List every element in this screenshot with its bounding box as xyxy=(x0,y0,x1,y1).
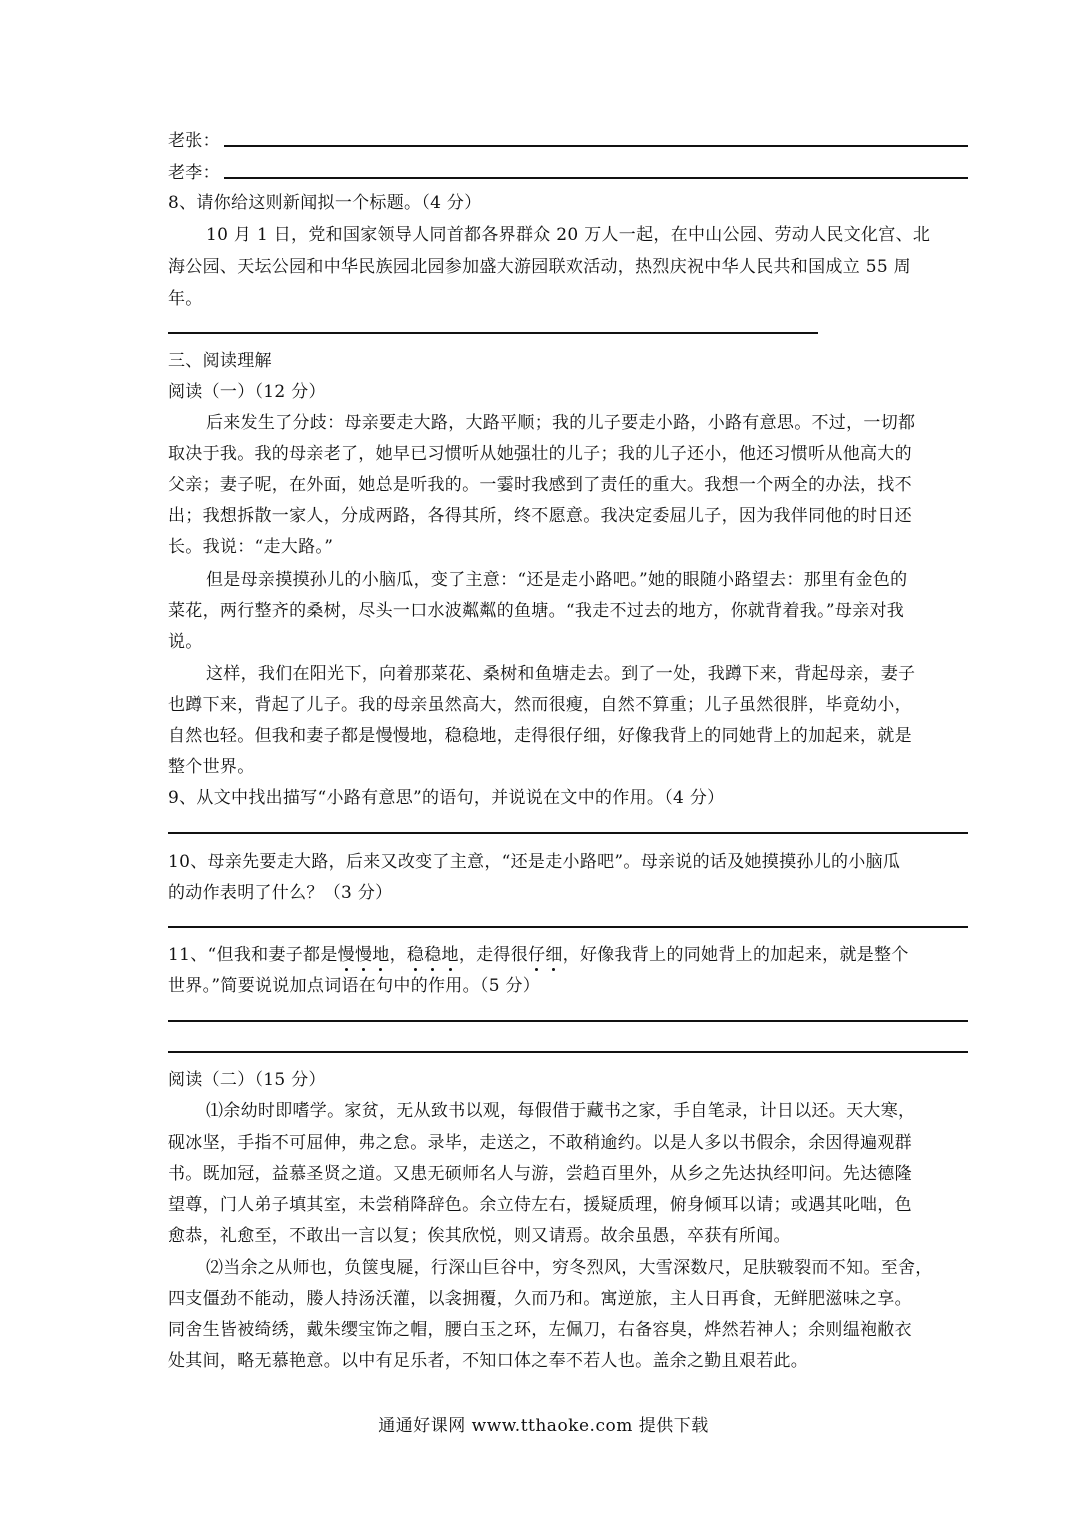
passage1-line: 取决于我。我的母亲老了，她早已习惯听从她强壮的儿子；我的儿子还小，他还习惯听从他高大的 xyxy=(168,444,912,464)
passage1-line: 也蹲下来，背起了儿子。我的母亲虽然高大，然而很瘦，自然不算重；儿子虽然很胖，毕竟幼小， xyxy=(168,695,912,715)
li-answer-line[interactable] xyxy=(224,177,968,179)
q8-news-line: 10 月 1 日，党和国家领导人同首都各界群众 20 万人一起，在中山公园、劳动人民文化宫、北 xyxy=(206,225,931,245)
passage1-line: 出；我想拆散一家人，分成两路，各得其所，终不愿意。我决定委屈儿子，因为我伴同他的时日还 xyxy=(168,506,912,526)
dotted-word: 慢慢地 xyxy=(338,945,390,965)
passage2-line: 愈恭，礼愈至，不敢出一言以复；俟其欣悦，则又请焉。故余虽愚，卒获有所闻。 xyxy=(168,1226,791,1246)
passage1-line: 说。 xyxy=(168,632,203,652)
zhang-answer-line[interactable] xyxy=(224,145,968,147)
passage1-line: 后来发生了分歧：母亲要走大路，大路平顺；我的儿子要走小路，小路有意思。不过，一切都 xyxy=(206,413,916,433)
q10-prompt-line: 10、母亲先要走大路，后来又改变了主意，“还是走小路吧”。母亲说的话及她摸摸孙儿的小脑瓜 xyxy=(168,852,901,872)
passage2-line: ⑴余幼时即嗜学。家贫，无从致书以观，每假借于藏书之家，手自笔录，计日以还。天大寒， xyxy=(206,1101,916,1121)
q11-text: ，好像我背上的同她背上的加起来，就是整个 xyxy=(562,945,909,965)
q8-answer-line[interactable] xyxy=(168,332,818,334)
section-heading: 三、阅读理解 xyxy=(168,351,272,371)
q9-answer-line[interactable] xyxy=(168,832,968,834)
q11-text: 11、“但我和妻子都是 xyxy=(168,945,338,965)
passage2-line: 书。既加冠，益慕圣贤之道。又患无硕师名人与游，尝趋百里外，从乡之先达执经叩问。先达德隆 xyxy=(168,1164,912,1184)
q9-prompt: 9、从文中找出描写“小路有意思”的语句，并说说在文中的作用。（4 分） xyxy=(168,788,725,808)
q11-prompt-line xyxy=(168,940,909,965)
passage2-line: ⑵当余之从师也，负箧曳屣，行深山巨谷中，穷冬烈风，大雪深数尺，足肤皲裂而不知。至舍， xyxy=(206,1258,933,1278)
reading2-title: 阅读（二）（15 分） xyxy=(168,1070,326,1090)
q11-prompt-line: 世界。”简要说说加点词语在句中的作用。（5 分） xyxy=(168,976,541,996)
passage1-line: 父亲；妻子呢，在外面，她总是听我的。一霎时我感到了责任的重大。我想一个两全的办法，找不 xyxy=(168,475,912,495)
q11-answer-line[interactable] xyxy=(168,1051,968,1053)
passage1-line: 整个世界。 xyxy=(168,757,255,777)
passage1-line: 自然也轻。但我和妻子都是慢慢地，稳稳地，走得很仔细，好像我背上的同她背上的加起来，就是 xyxy=(168,726,912,746)
passage2-line: 同舍生皆被绮绣，戴朱缨宝饰之帽，腰白玉之环，左佩刀，右备容臭，烨然若神人；余则缊袍敝衣 xyxy=(168,1320,912,1340)
passage2-line: 望尊，门人弟子填其室，未尝稍降辞色。余立侍左右，援疑质理，俯身倾耳以请；或遇其叱咄，色 xyxy=(168,1195,912,1215)
q8-prompt: 8、请你给这则新闻拟一个标题。（4 分） xyxy=(168,193,482,213)
q8-news-line: 海公园、天坛公园和中华民族园北园参加盛大游园联欢活动，热烈庆祝中华人民共和国成立 55 周 xyxy=(168,257,911,277)
q11-text: ， xyxy=(389,945,407,965)
q11-text: ，走得很 xyxy=(458,945,529,965)
li-label: 老李： xyxy=(168,163,220,183)
passage2-line: 处其间，略无慕艳意。以中有足乐者，不知口体之奉不若人也。盖余之勤且艰若此。 xyxy=(168,1351,809,1371)
passage1-line: 但是母亲摸摸孙儿的小脑瓜，变了主意：“还是走小路吧。”她的眼随小路望去：那里有金色的 xyxy=(206,570,908,590)
dotted-word: 仔细 xyxy=(528,945,563,965)
dotted-word: 稳稳地 xyxy=(407,945,459,965)
passage1-line: 长。我说：“走大路。” xyxy=(168,537,334,557)
q8-news-line: 年。 xyxy=(168,289,203,309)
footer-credit: 通通好课网 www.tthaoke.com 提供下载 xyxy=(378,1416,709,1436)
passage1-line: 菜花，两行整齐的桑树，尽头一口水波粼粼的鱼塘。“我走不过去的地方，你就背着我。”母亲对我 xyxy=(168,601,905,621)
passage1-line: 这样，我们在阳光下，向着那菜花、桑树和鱼塘走去。到了一处，我蹲下来，背起母亲，妻子 xyxy=(206,664,916,684)
reading1-title: 阅读（一）（12 分） xyxy=(168,382,326,402)
zhang-label: 老张： xyxy=(168,131,220,151)
q11-answer-line[interactable] xyxy=(168,1020,968,1022)
q10-prompt-line: 的动作表明了什么？（3 分） xyxy=(168,883,393,903)
passage2-line: 砚冰坚，手指不可屈伸，弗之怠。录毕，走送之，不敢稍逾约。以是人多以书假余，余因得遍观群 xyxy=(168,1133,912,1153)
passage2-line: 四支僵劲不能动，媵人持汤沃灌，以衾拥覆，久而乃和。寓逆旅，主人日再食，无鲜肥滋味之享。 xyxy=(168,1289,912,1309)
q10-answer-line[interactable] xyxy=(168,926,968,928)
